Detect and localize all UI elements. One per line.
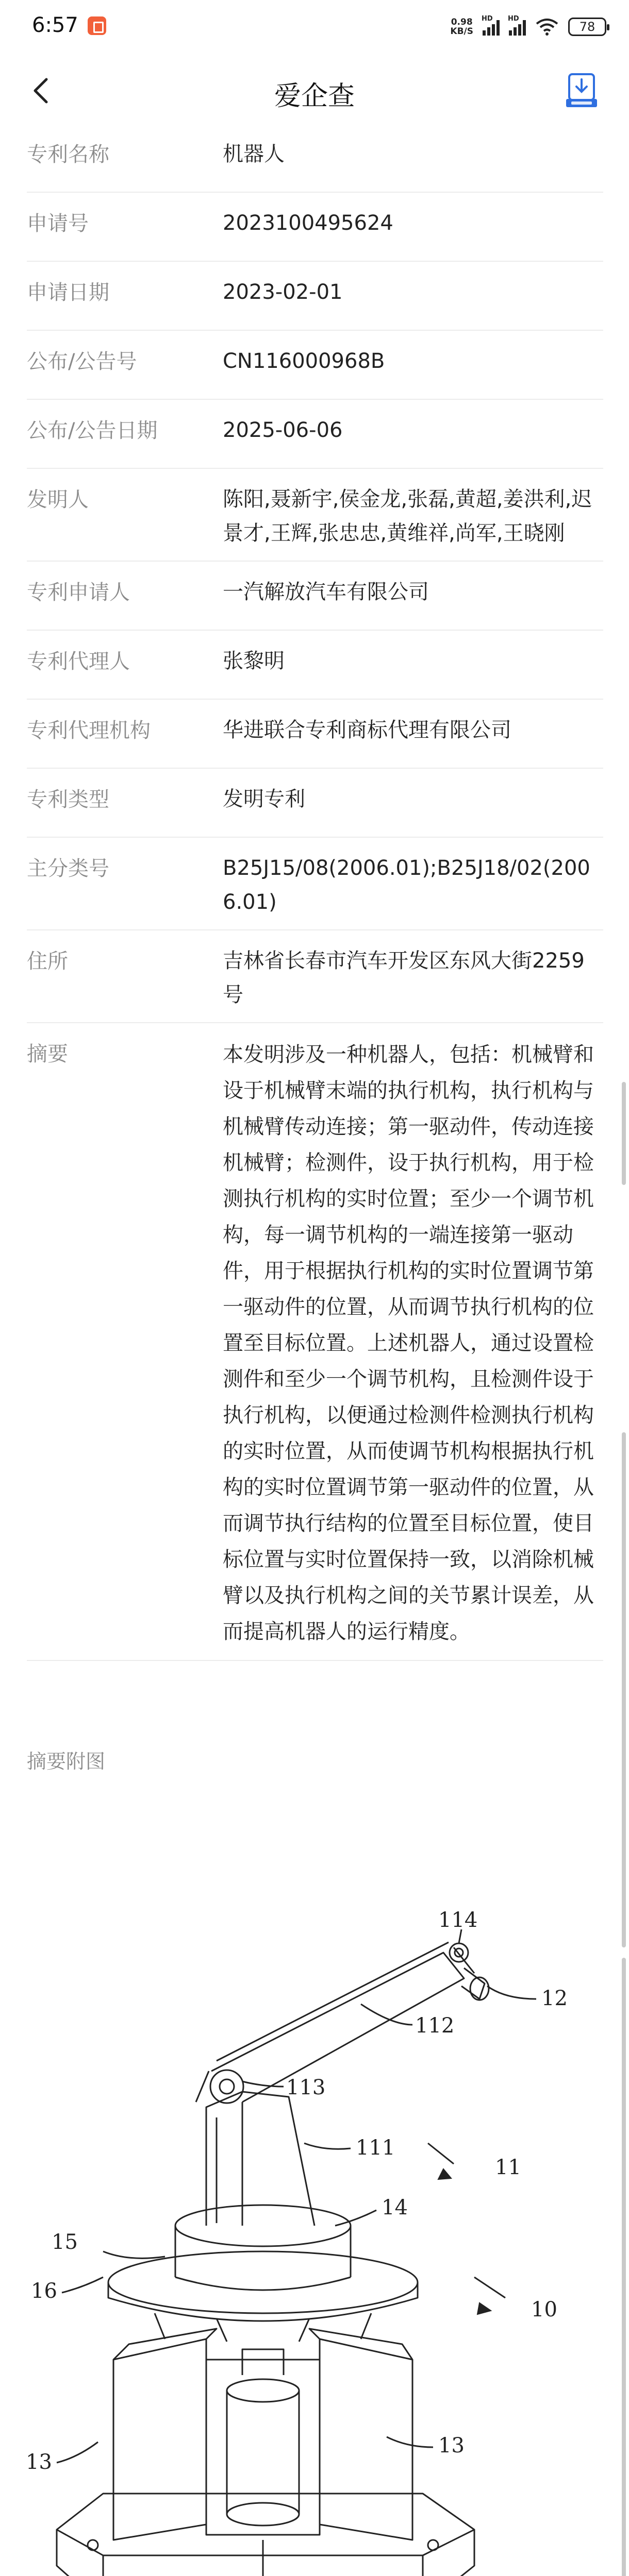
row-value: B25J15/08(2006.01);B25J18/02(2006.01) [223,856,590,914]
row-value: 一汽解放汽车有限公司 [223,580,429,604]
row-label: 发明人 [27,488,89,512]
scrollbar[interactable] [622,1958,626,2576]
figure-label-10: 10 [531,2298,557,2321]
hd-badge-1: HD [482,15,493,23]
download-pdf-icon[interactable] [566,72,597,108]
row-publication-date [27,400,603,469]
row-label: 专利代理机构 [27,719,151,742]
row-value: 2023-02-01 [223,280,343,304]
nav-bar [0,58,629,124]
side-box-right [320,2339,412,2540]
row-value: CN116000968B [223,349,385,373]
network-speed-value: 0.98 [451,17,473,27]
row-label: 申请日期 [27,281,109,304]
scrollbar[interactable] [622,1082,626,1185]
figure-label-16: 16 [31,2279,57,2303]
row-agent [27,631,603,700]
row-application-number [27,193,603,262]
platform [108,2251,418,2313]
row-label: 住所 [27,950,68,973]
row-main-class [27,838,603,930]
hd-badge-2: HD [508,15,519,23]
row-label: 专利申请人 [27,581,130,604]
row-value: 2023100495624 [223,211,393,235]
row-label: 摘要 [27,1042,68,1066]
status-indicators [450,14,606,39]
row-value: 陈阳,聂新宇,侯金龙,张磊,黄超,姜洪利,迟景才,王辉,张忠忠,黄维祥,尚军,王晓刚 [223,487,592,545]
row-agency [27,700,603,769]
battery-icon: 78 [568,18,606,36]
figure-label-13-right: 13 [438,2434,465,2458]
row-value: 张黎明 [223,649,285,673]
row-label: 专利类型 [27,788,109,811]
abstract-figure [0,1783,629,2576]
row-patent-type [27,769,603,838]
figure-label-13-left: 13 [26,2450,52,2474]
row-value: 2025-06-06 [223,418,343,442]
signal-1-icon [482,15,500,36]
row-abstract [27,1023,603,1661]
figure-label-111: 111 [356,2136,395,2160]
row-patent-name [27,124,603,193]
figure-label-12: 12 [541,1987,568,2010]
figure-label-113: 113 [286,2076,326,2099]
row-label: 公布/公告号 [27,350,137,374]
row-value: 华进联合专利商标代理有限公司 [223,718,511,742]
figure-label-114: 114 [438,1908,478,1932]
page-title: 爱企查 [274,81,355,112]
abstract-figure-label: 摘要附图 [27,1750,106,1773]
row-label: 申请号 [27,212,89,235]
network-speed [450,18,473,36]
figure-label-112: 112 [415,2014,455,2038]
row-label: 主分类号 [27,857,109,880]
row-inventors [27,469,603,562]
network-speed-unit: KB/S [450,26,473,37]
row-label: 专利名称 [27,143,109,166]
row-application-date [27,262,603,331]
signal-2-icon [508,15,526,36]
patent-info-list [27,124,603,1661]
status-time: 6:57 [32,13,78,37]
row-address [27,930,603,1023]
figure-label-14: 14 [382,2196,408,2219]
row-label: 公布/公告日期 [27,419,158,443]
row-value: 吉林省长春市汽车开发区东风大街2259号 [223,949,585,1007]
row-value: 发明专利 [223,787,305,811]
status-bar [0,0,629,58]
row-value: 本发明涉及一种机器人，包括：机械臂和设于机械臂末端的执行机构，执行机构与机械臂传动连接；第一驱动件，传动连接机械臂；检测件，设于执行机构，用于检测执行机构的实时位置；至少一个调节机构，每一调节机构的一端连接第一驱动件，用于根据执行机构的实时位置调节第一驱动件的位置，从而调节执行机构的位置至目标位置。上述机器人，通过设置检测件和至少一个调节机构，且检测件设于执行机构，以便通过检测件检测执行机构的实时位置，从而使调节机构根据执行机构的实时位置调节第一驱动件的位置，从而调节执行结构的位置至目标位置，使目标位置与实时位置保持一致，以消除机械臂以及执行机构之间的关节累计误差，从而提高机器人的运行精度。 [223,1043,594,1643]
figure-label-15: 15 [52,2230,78,2254]
side-box-left [113,2339,206,2540]
row-applicant [27,562,603,631]
row-publication-number [27,331,603,400]
row-label: 专利代理人 [27,650,130,673]
scrollbar[interactable] [622,1432,626,1947]
app-notification-icon [88,16,106,35]
wifi-icon [535,18,559,36]
figure-label-11: 11 [495,2156,521,2179]
center-motor [206,2360,320,2535]
row-value: 机器人 [223,142,285,166]
